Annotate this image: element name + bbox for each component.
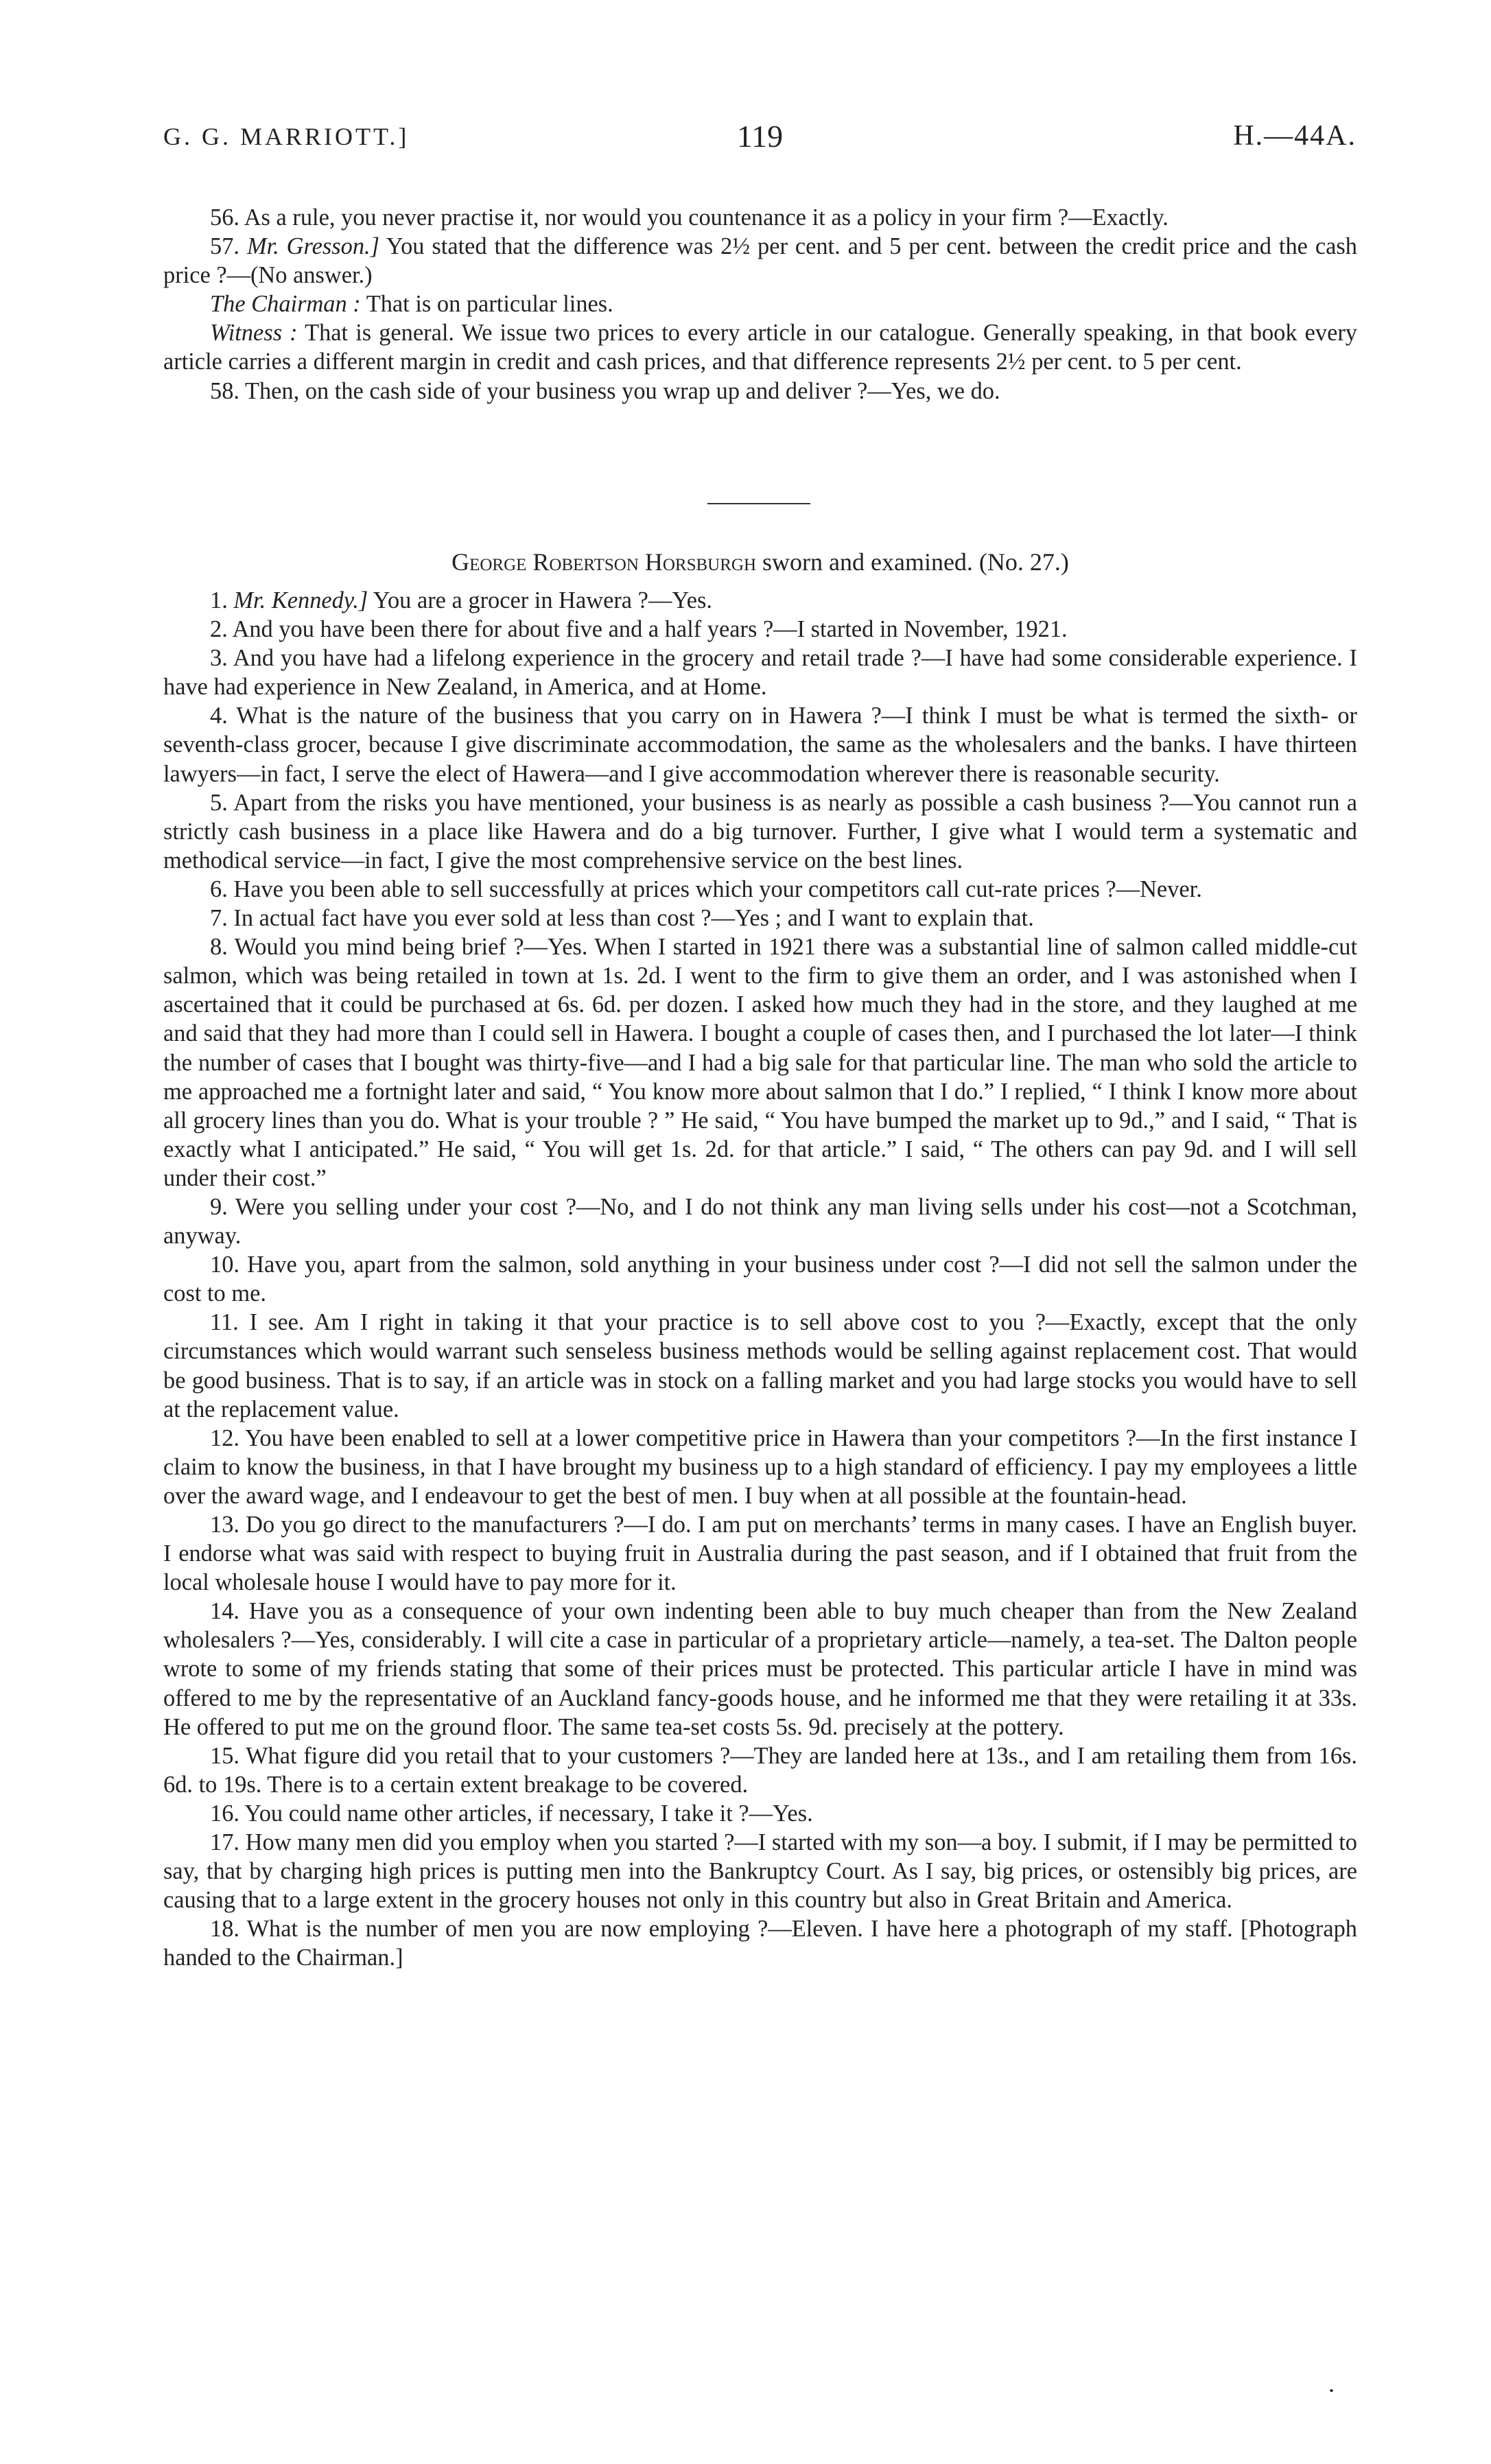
speaker-witness: Witness : <box>210 320 298 347</box>
evidence-section-1 <box>163 203 1357 406</box>
page-number: 119 <box>736 119 784 154</box>
question-57 <box>163 232 1357 290</box>
header-witness-name: G. G. MARRIOTT.] <box>163 123 410 150</box>
header-paper-reference: H.—44A. <box>1233 120 1357 152</box>
witness-heading-name: George Robertson Horsburgh <box>451 548 757 576</box>
question-1-number: 1. <box>210 587 228 613</box>
speaker-kennedy: Mr. Kennedy.] <box>233 587 368 613</box>
question-9: 9. Were you selling under your cost ?—No, and I do not think any man living sells under his cost—not a Scotchman, anyway. <box>163 1193 1357 1249</box>
witness-heading <box>163 547 1357 577</box>
section-divider <box>707 503 810 504</box>
page-header <box>163 119 1357 163</box>
question-7: 7. In actual fact have you ever sold at less than cost ?—Yes ; and I want to explain that. <box>210 905 1034 932</box>
question-6: 6. Have you been able to sell successfully at prices which your competitors call cut-rate prices ?—Never. <box>210 876 1202 902</box>
question-1 <box>163 586 1357 615</box>
question-1-text: You are a grocer in Hawera ?—Yes. <box>373 587 712 613</box>
chairman-remark-text: That is on particular lines. <box>366 291 613 318</box>
question-13: 13. Do you go direct to the manufacturers ?—I do. I am put on merchants’ terms in many cases. I have an English buyer. I endorse what was said with respect to buying fruit in Australia during the past season, and if I obtained that fruit from the local wholesale house I would have to pay more for it. <box>163 1512 1357 1596</box>
question-4: 4. What is the nature of the business that you carry on in Hawera ?—I think I must be what is termed the sixth- or seventh-class grocer, because I give discriminate accommodation, the same as the wholesalers and the banks. I have thirteen lawyers—in fact, I serve the elect of Hawera—and I give accommodation wherever there is reasonable security. <box>163 703 1357 787</box>
question-5: 5. Apart from the risks you have mentioned, your business is as nearly as possible a cash business ?—You cannot run a strictly cash business in a place like Hawera and do a big turnover. Further, I give what I would term a systematic and methodical service—in fact, I give the most comprehensive service on the best lines. <box>163 789 1357 873</box>
witness-remark-text: That is general. We issue two prices to every article in our catalogue. Generally speaking, in that book every article carries a different margin in credit and cash prices, and that difference represents 2½ per cent. to 5 per cent. <box>163 320 1357 375</box>
witness-heading-suffix: sworn and examined. (No. 27.) <box>762 548 1069 576</box>
evidence-section-2 <box>163 586 1357 1973</box>
question-16: 16. You could name other articles, if necessary, I take it ?—Yes. <box>210 1800 813 1827</box>
question-57-text: You stated that the difference was 2½ per cent. and 5 per cent. between the credit price and the cash price ?—(No answer.) <box>163 233 1357 289</box>
question-15: 15. What figure did you retail that to your customers ?—They are landed here at 13s., and I am retailing them from 16s. 6d. to 19s. There is to a certain extent breakage to be covered. <box>163 1742 1357 1798</box>
question-10: 10. Have you, apart from the salmon, sold anything in your business under cost ?—I did not sell the salmon under the cost to me. <box>163 1252 1357 1307</box>
question-11: 11. I see. Am I right in taking it that your practice is to sell above cost to you ?—Exactly, except that the only circumstances which would warrant such senseless business methods would be selling against replacement cost. That would be good business. That is to say, if an article was in stock on a falling market and you had large stocks you would have to sell at the replacement value. <box>163 1309 1357 1422</box>
question-56: 56. As a rule, you never practise it, nor would you countenance it as a policy in your firm ?—Exactly. <box>210 204 1169 231</box>
question-12: 12. You have been enabled to sell at a lower competitive price in Hawera than your competitors ?—In the first instance I claim to know the business, in that I have brought my business up to a high standard of efficiency. I pay my employees a little over the award wage, and I endeavour to get the best of men. I buy when at all possible at the fountain-head. <box>163 1424 1357 1509</box>
chairman-remark <box>163 290 1357 318</box>
speaker-chairman: The Chairman : <box>210 291 361 318</box>
question-8: 8. Would you mind being brief ?—Yes. When I started in 1921 there was a substantial line of salmon called middle-cut salmon, which was being retailed in town at 1s. 2d. I went to the firm to give them an order, and I was astonished when I ascertained that it could be purchased at 6s. 6d. per dozen. I asked how much they had in the store, and they laughed at me and said that they had more than I could sell in Hawera. I bought a couple of cases then, and I purchased the lot later—I think the number of cases that I bought was thirty-five—and I had a big sale for that particular line. The man who sold the article to me approached me a fortnight later and said, “ You know more about salmon that I do.” I replied, “ I think I know more about all grocery lines than you do. What is your trouble ? ” He said, “ You have bumped the market up to 9d.,” and I said, “ That is exactly what I anticipated.” He said, “ You will get 1s. 2d. for that article.” I said, “ The others can pay 9d. and I will sell under their cost.” <box>163 934 1357 1191</box>
question-58: 58. Then, on the cash side of your business you wrap up and deliver ?—Yes, we do. <box>210 377 1000 404</box>
question-2: 2. And you have been there for about five and a half years ?—I started in November, 1921. <box>210 616 1068 643</box>
question-14: 14. Have you as a consequence of your own indenting been able to buy much cheaper than from the New Zealand wholesalers ?—Yes, considerably. I will cite a case in particular of a proprietary article—namely, a tea-set. The Dalton people wrote to some of my friends stating that some of their prices must be protected. This particular article I have in mind was offered to me by the representative of an Auckland fancy-goods house, and he informed me that they were retailing it at 33s. He offered to put me on the ground floor. The same tea-set costs 5s. 9d. precisely at the pottery. <box>163 1598 1357 1740</box>
question-3: 3. And you have had a lifelong experience in the grocery and retail trade ?—I have had some considerable experience. I have had experience in New Zealand, in America, and at Home. <box>163 645 1357 701</box>
question-17: 17. How many men did you employ when you started ?—I started with my son—a boy. I submit, if I may be permitted to say, that by charging high prices is putting men into the Bankruptcy Court. As I say, big prices, or ostensibly big prices, are causing that to a large extent in the grocery houses not only in this country but also in Great Britain and America. <box>163 1829 1357 1914</box>
print-speck <box>1330 2389 1333 2392</box>
witness-remark <box>163 318 1357 376</box>
speaker-gresson: Mr. Gresson.] <box>246 233 380 260</box>
question-57-number: 57. <box>210 233 239 260</box>
question-18: 18. What is the number of men you are now employing ?—Eleven. I have here a photograph of my staff. [Photograph handed to the Chairman.] <box>163 1916 1357 1971</box>
